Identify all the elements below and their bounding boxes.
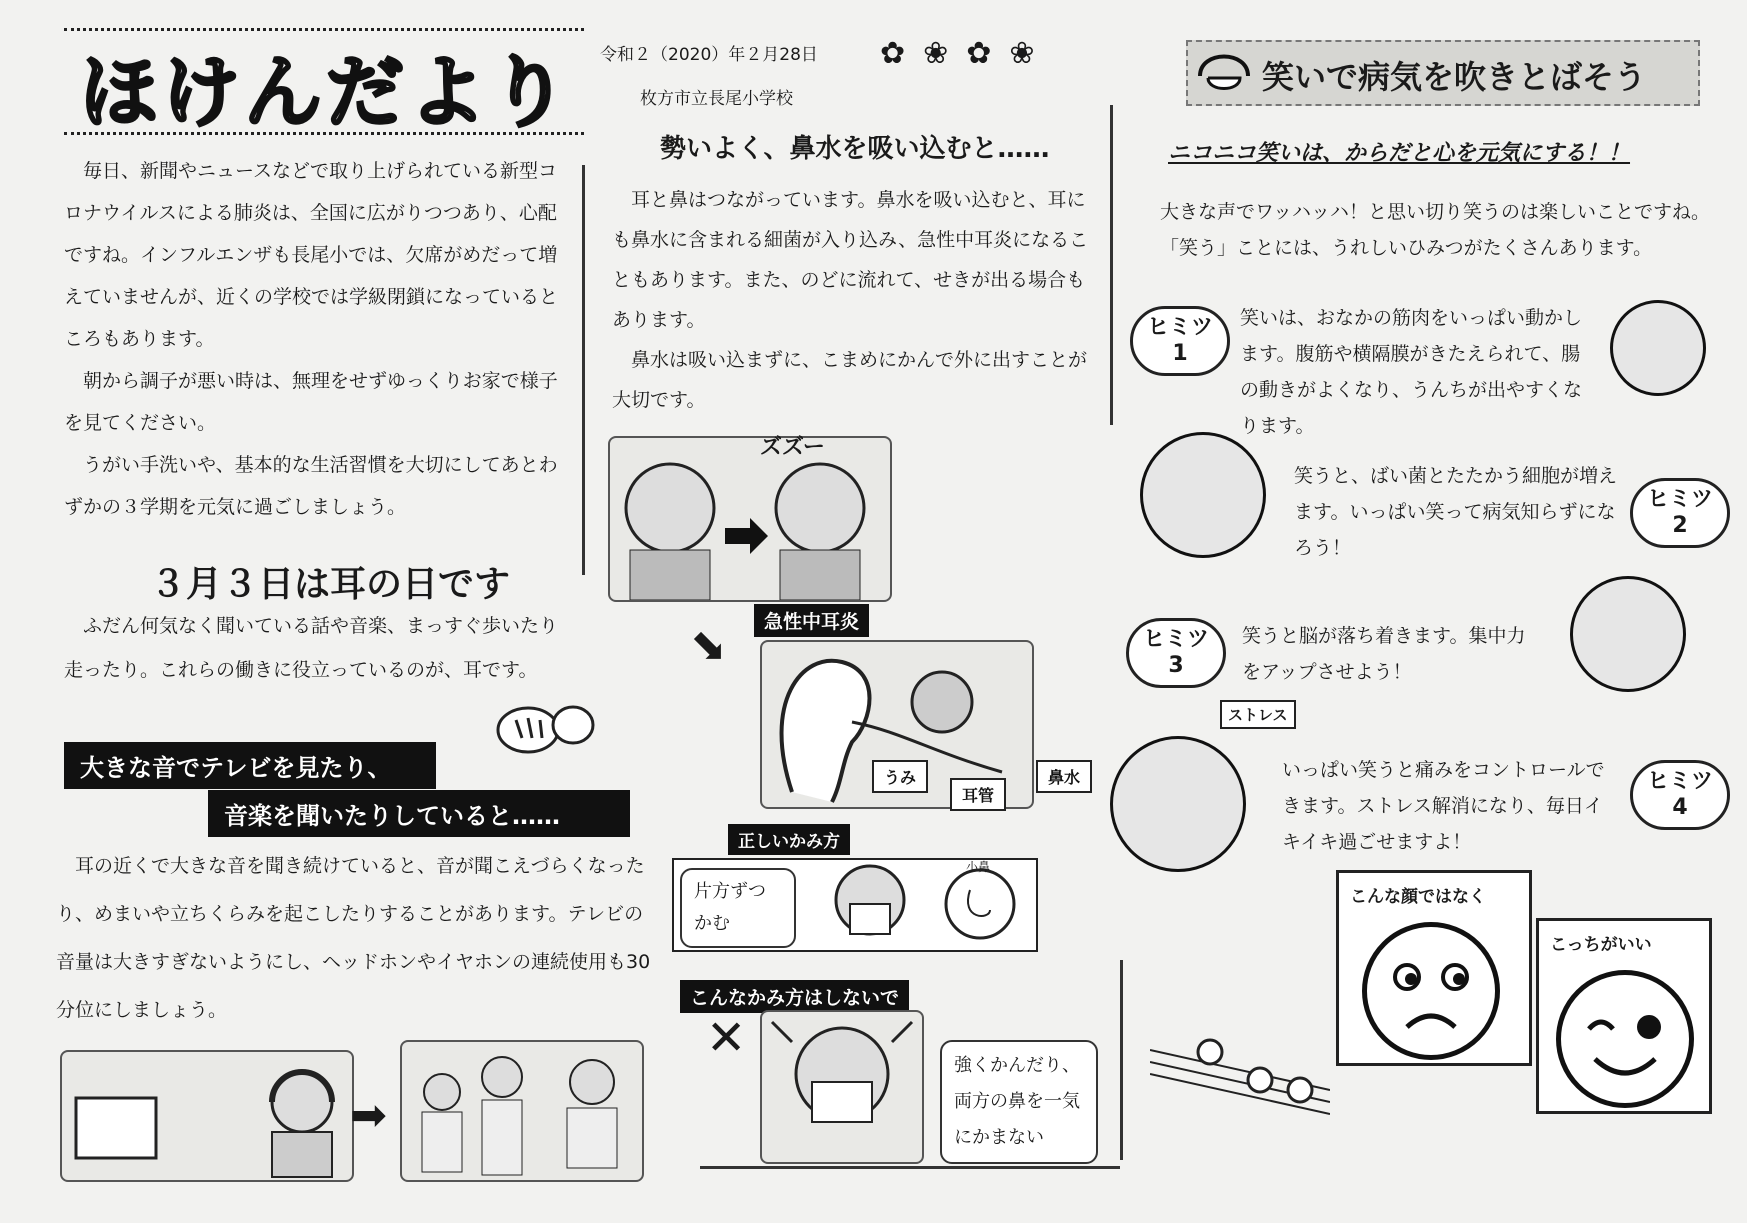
secret-3-label: ヒミツ — [1142, 627, 1209, 652]
secret-1-badge — [1130, 306, 1230, 376]
intro-paragraph-3: うがい手洗いや、基本的な生活習慣を大切にしてあとわずかの３学期を元気に過ごしましょう。 — [64, 454, 558, 518]
secret-2-badge — [1630, 478, 1730, 548]
good-face-label: こっちがいい — [1550, 935, 1652, 955]
laugh-intro — [1160, 194, 1730, 266]
otitis-media-tag: 急性中耳炎 — [754, 604, 869, 637]
nose-paragraph-2: 鼻水は吸い込まずに、こまめにかんで外に出すことが大切です。 — [612, 349, 1088, 411]
wrong-blowing-illustration — [760, 1010, 924, 1164]
sniffing-boy-illustration — [608, 436, 892, 602]
wrong-blowing-tag: こんなかみ方はしないで — [680, 980, 909, 1013]
laughing-boy-stress-icon — [1110, 736, 1246, 872]
correct-blowing-tag: 正しいかみ方 — [728, 824, 850, 855]
blowing-nose-boy-icon — [820, 860, 920, 950]
dizzy-children-illustration — [400, 1040, 644, 1182]
bad-face-label: こんな顔ではなく — [1350, 887, 1486, 907]
arrow-right-icon: ➡ — [350, 1090, 387, 1141]
ear-day-text: ふだん何気なく聞いている話や音楽、まっすぐ歩いたり走ったり。これらの働きに役立っているのが、耳です。 — [64, 615, 559, 681]
secret-2-text: 笑うと、ばい菌とたたかう細胞が増えます。いっぱい笑って病気知らずになろう！ — [1294, 465, 1618, 559]
secret-4-label: ヒミツ — [1646, 769, 1713, 794]
laugh-intro-line-1: 大きな声でワッハッハ！と思い切り笑うのは楽しいことですね。 — [1160, 201, 1711, 223]
secret-1-text: 笑いは、おなかの筋肉をいっぱい動かします。腹筋や横隔膜がきたえられて、腸の動きがよくなり、うんちが出やすくなります。 — [1240, 307, 1583, 437]
newsletter-title: ほけんだより — [80, 48, 573, 138]
nose-section-title: 勢いよく、鼻水を吸い込むと…… — [660, 134, 1050, 164]
secret-4-text: いっぱい笑うと痛みをコントロールできます。ストレス解消になり、毎日イキイキ過ごせますよ！ — [1282, 759, 1605, 853]
secret-2-label: ヒミツ — [1646, 487, 1713, 512]
dont-blow-hard-note: 強くかんだり、両方の鼻を一気にかまない — [940, 1040, 1098, 1164]
secret-3-number: 3 — [1168, 653, 1184, 678]
issue-date: 令和２（2020）年２月28日 — [600, 45, 818, 65]
laughing-girl-icon — [1610, 300, 1706, 396]
loud-sound-warning: 耳の近くで大きな音を聞き続けていると、音が聞こえづらくなったり、めまいや立ちくらみを起こしたりすることがあります。テレビの音量は大きすぎないようにし、ヘッドホンやイヤホンの連続使用も30分位にしましょう。 — [56, 855, 651, 1021]
tv-headphone-illustration — [60, 1050, 354, 1182]
secret-1-number: 1 — [1172, 341, 1188, 366]
alar-label: 小鼻 — [966, 860, 991, 874]
noise-cloud-icon — [488, 690, 598, 770]
intro-paragraph-2: 朝から調子が悪い時は、無理をせずゆっくりお家で様子を見てください。 — [64, 370, 558, 434]
middle-right-rule — [1110, 105, 1113, 425]
intro-text — [64, 150, 564, 528]
pus-label: うみ — [872, 760, 928, 793]
title-bottom-rule — [64, 132, 584, 135]
secret-4-badge — [1630, 760, 1730, 830]
loud-sound-banner-1: 大きな音でテレビを見たり、 — [64, 742, 436, 789]
decorative-flowers-icon: ✿❀✿❀ — [880, 36, 1053, 71]
secret-3-text: 笑うと脳が落ち着きます。集中力をアップさせよう！ — [1242, 625, 1526, 683]
dancing-notes-icon — [1150, 1010, 1330, 1134]
laugh-intro-line-2: 「笑う」ことには、うれしいひみつがたくさんあります。 — [1160, 237, 1653, 259]
intro-paragraph-1: 毎日、新聞やニュースなどで取り上げられている新型コロナウイルスによる肺炎は、全国に広がりつつあり、心配ですね。インフルエンザも長尾小では、欠席がめだって増えていませんが、近くの学校では学級閉鎖になっているところもあります。 — [64, 160, 559, 350]
middle-left-rule — [582, 165, 585, 575]
sniff-sound-text: ズズー — [760, 435, 825, 460]
secret-1-label: ヒミツ — [1146, 315, 1213, 340]
secret-2-number: 2 — [1672, 513, 1688, 538]
loud-sound-banner-2: 音楽を聞いたりしていると…… — [208, 790, 630, 837]
smiling-face-big-icon — [1556, 970, 1694, 1108]
reading-girl-icon — [1570, 576, 1686, 692]
arrow-down-icon: ⬊ — [690, 620, 727, 671]
secret-3-badge — [1126, 618, 1226, 688]
ear-day-title: ３月３日は耳の日です — [150, 564, 511, 605]
cross-mark-icon: ✕ — [706, 1010, 747, 1066]
nose-text — [612, 180, 1102, 420]
middle-bottom-right-rule — [1120, 960, 1123, 1160]
eustachian-tube-label: 耳管 — [950, 778, 1006, 811]
secret-4-number: 4 — [1672, 795, 1688, 820]
stress-label: ストレス — [1220, 700, 1296, 729]
smiling-face-icon — [1194, 46, 1254, 100]
laugh-section-title: 笑いで病気を吹きとばそう — [1262, 58, 1647, 96]
one-side-at-a-time-note: 片方ずつかむ — [680, 868, 796, 948]
bottom-middle-rule — [700, 1166, 1120, 1169]
school-name: 枚方市立長尾小学校 — [640, 89, 793, 109]
laugh-subtitle: ニコニコ笑いは、からだと心を元気にする！！ — [1168, 141, 1631, 166]
nasal-mucus-label: 鼻水 — [1036, 760, 1092, 793]
laughing-boy-germs-icon — [1140, 432, 1266, 558]
nose-paragraph-1: 耳と鼻はつながっています。鼻水を吸い込むと、耳にも鼻水に含まれる細菌が入り込み、急性中耳炎になることもあります。また、のどに流れて、せきが出る場合もあります。 — [612, 189, 1089, 331]
frowning-face-icon — [1362, 922, 1500, 1060]
